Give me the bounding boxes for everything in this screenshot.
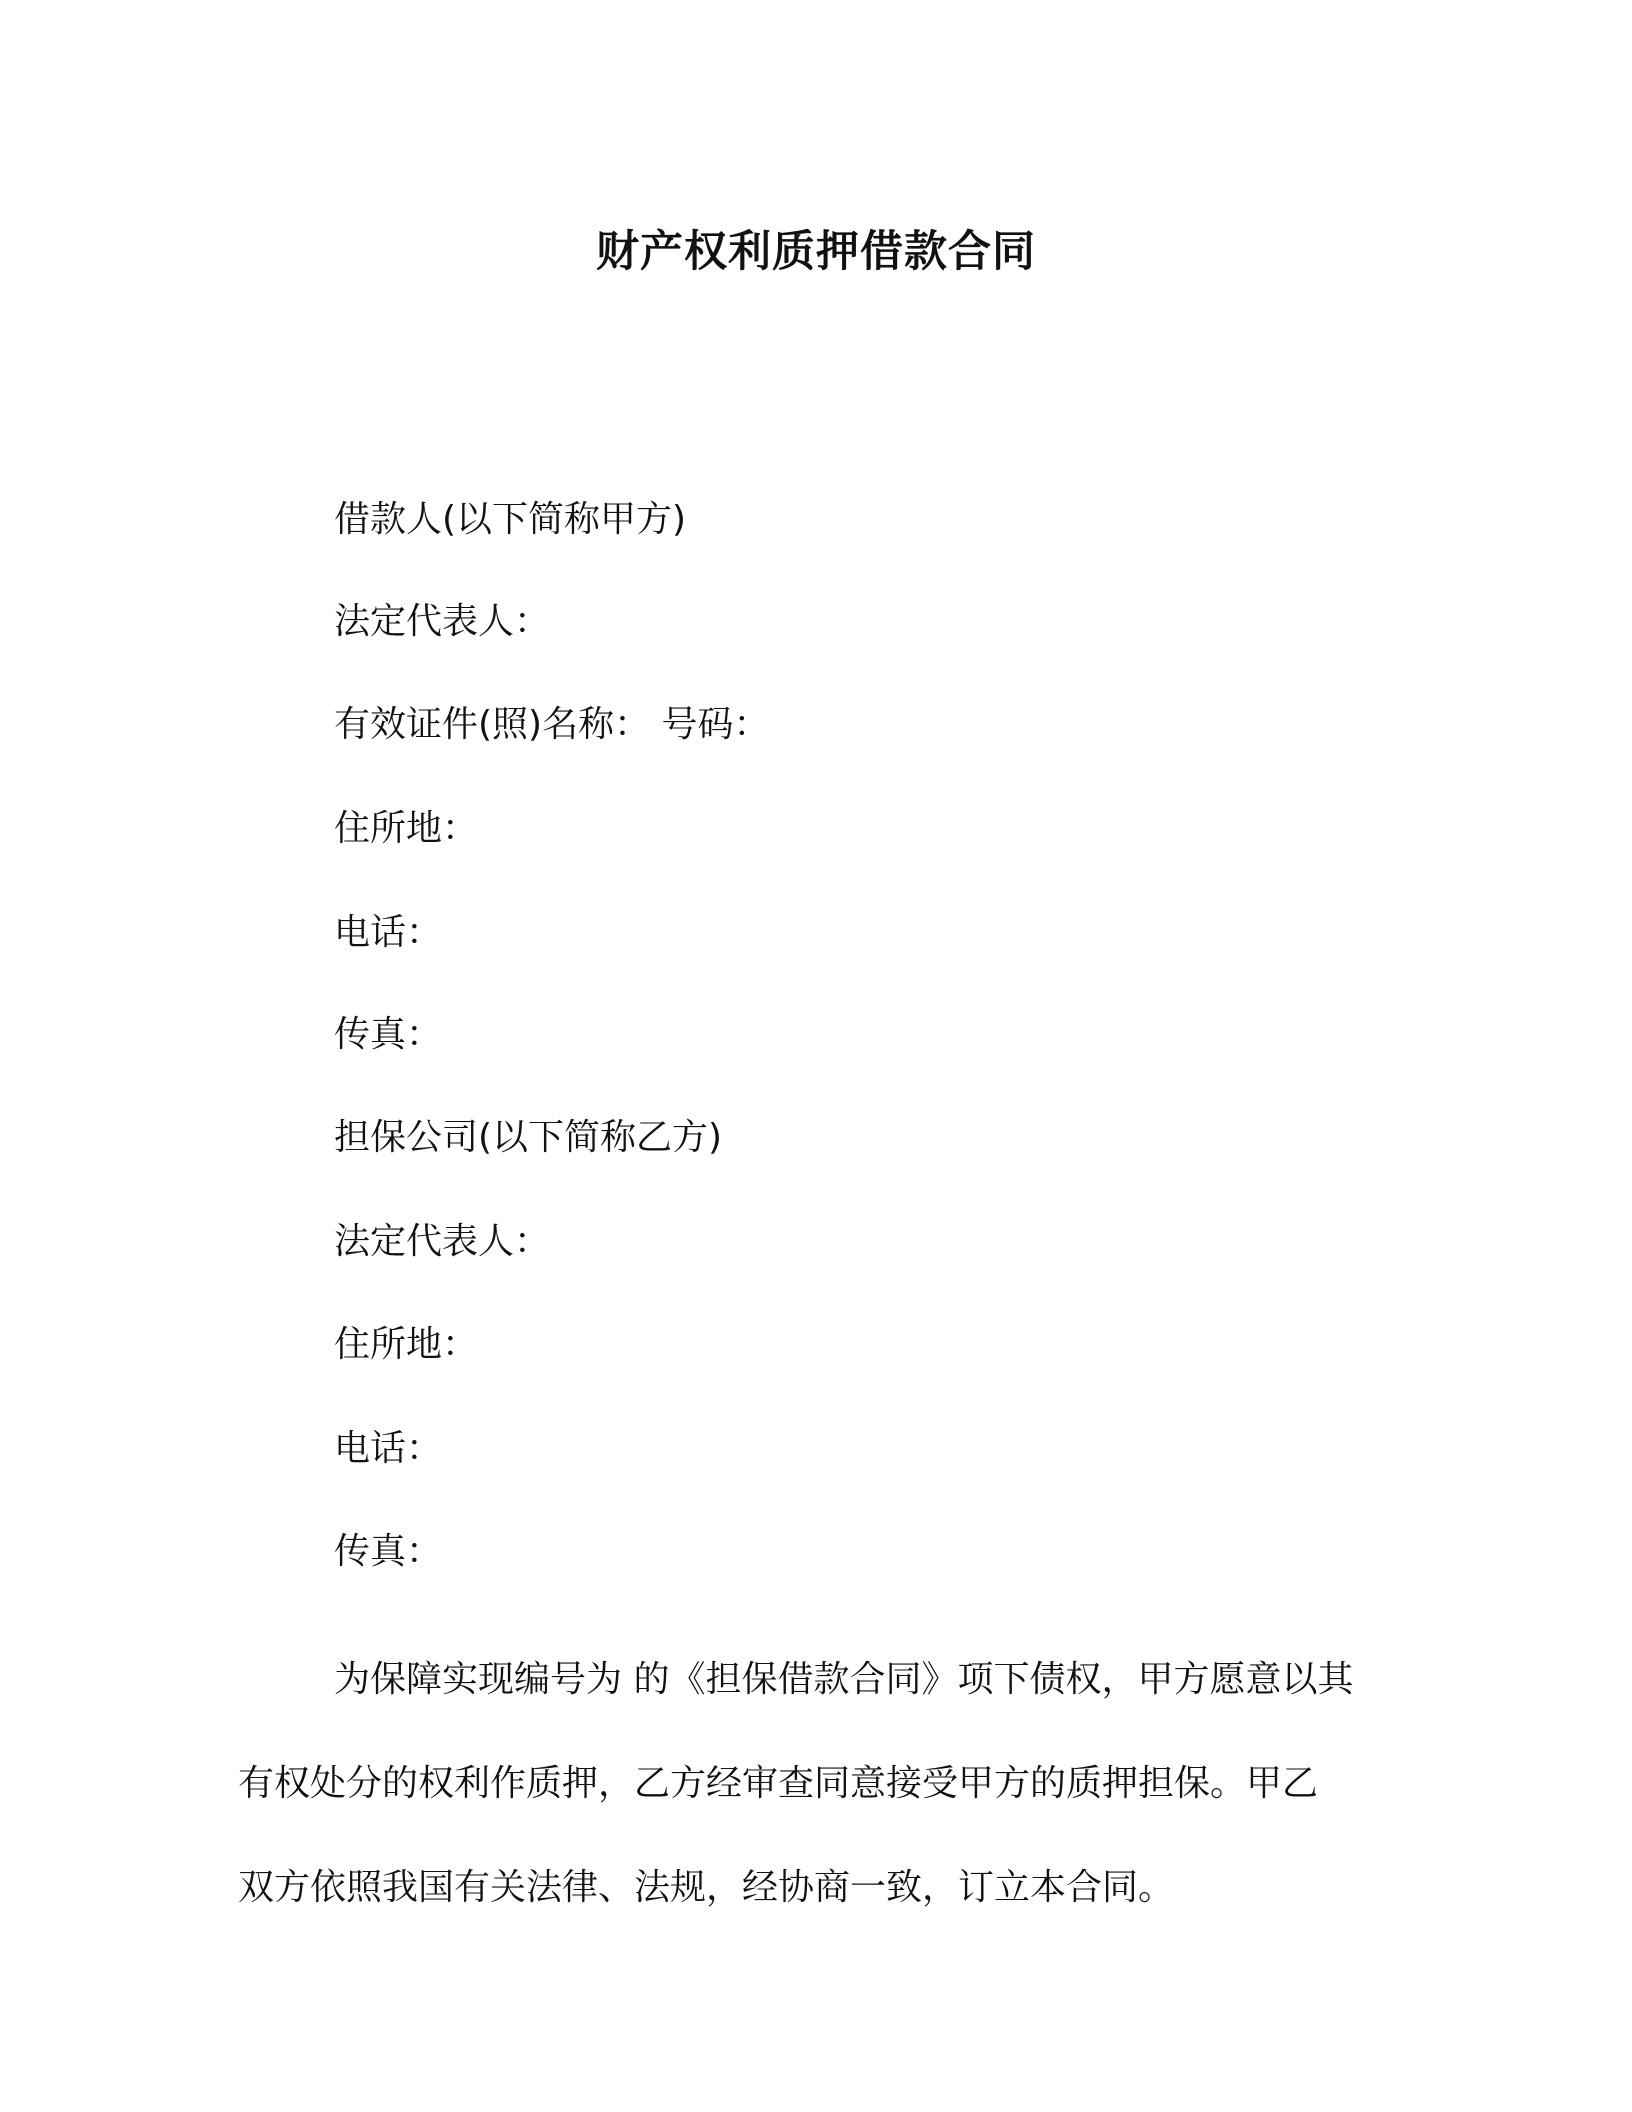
party-b-phone-label: 电话：: [334, 1428, 443, 1469]
preamble-line: 为保障实现编号为 的《担保借款合同》项下债权，甲方愿意以其: [334, 1659, 1354, 1700]
party-a-phone-label: 电话：: [334, 912, 443, 953]
party-a-id-document-label: 有效证件(照)名称： 号码：: [334, 704, 770, 745]
party-a-fax-label: 传真：: [334, 1014, 443, 1055]
party-b-address-label: 住所地：: [334, 1324, 479, 1365]
party-a-address-label: 住所地：: [334, 808, 479, 849]
preamble-paragraph: [238, 1628, 1398, 1940]
party-b-legal-rep-label: 法定代表人：: [334, 1221, 551, 1262]
preamble-line: 有权处分的权利作质押，乙方经审查同意接受甲方的质押担保。甲乙: [238, 1763, 1319, 1804]
party-b-heading: 担保公司(以下简称乙方): [334, 1117, 723, 1158]
party-a-legal-rep-label: 法定代表人：: [334, 601, 551, 642]
party-b-fax-label: 传真：: [334, 1531, 443, 1572]
party-a-heading: 借款人(以下简称甲方): [334, 499, 687, 540]
document-title: 财产权利质押借款合同: [596, 227, 1036, 277]
preamble-line: 双方依照我国有关法律、法规，经协商一致，订立本合同。: [238, 1867, 1175, 1908]
